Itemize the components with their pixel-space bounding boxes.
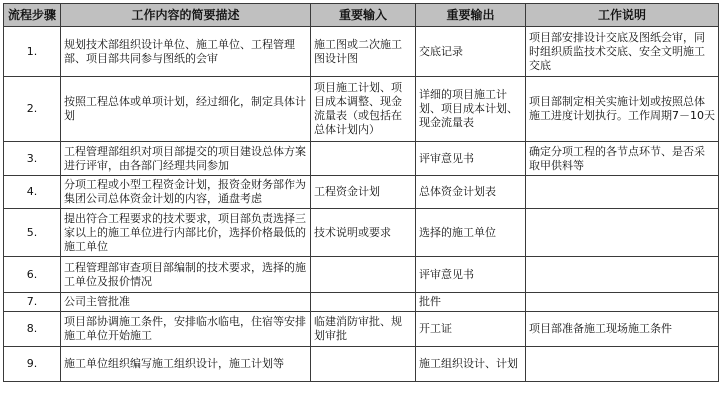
table-row [4,257,719,293]
table-row [4,142,719,176]
header-step: 流程步骤 [4,4,61,27]
row-output: 评审意见书 [416,142,526,176]
table-row [4,293,719,312]
row-input [311,257,416,293]
header-input: 重要输入 [311,4,416,27]
row-step: 5. [4,209,61,257]
row-note [526,257,719,293]
table-row [4,176,719,209]
row-description: 施工单位组织编写施工组织设计，施工计划等 [61,347,311,382]
row-input: 临建消防审批、规划审批 [311,312,416,347]
table-row [4,27,719,77]
process-table [3,3,719,382]
process-table-container [3,3,719,382]
row-description: 提出符合工程要求的技术要求，项目部负责选择三家以上的施工单位进行内部比价，选择价格最低的施工单位 [61,209,311,257]
row-note: 项目部准备施工现场施工条件 [526,312,719,347]
table-row [4,77,719,142]
row-output: 选择的施工单位 [416,209,526,257]
row-output: 批件 [416,293,526,312]
row-note [526,176,719,209]
header-output: 重要输出 [416,4,526,27]
row-description: 公司主管批准 [61,293,311,312]
table-row [4,209,719,257]
row-description: 规划技术部组织设计单位、施工单位、工程管理部、项目部共同参与图纸的会审 [61,27,311,77]
row-note [526,209,719,257]
row-description: 项目部协调施工条件，安排临水临电，住宿等安排施工单位开始施工 [61,312,311,347]
row-input: 技术说明或要求 [311,209,416,257]
row-step: 8. [4,312,61,347]
row-step: 4. [4,176,61,209]
row-note: 项目部安排设计交底及图纸会审，同时组织质监技术交底、安全文明施工交底 [526,27,719,77]
row-step: 2. [4,77,61,142]
table-header-row [4,4,719,27]
row-step: 3. [4,142,61,176]
row-input [311,347,416,382]
row-output: 交底记录 [416,27,526,77]
header-description: 工作内容的简要描述 [61,4,311,27]
row-input [311,293,416,312]
table-row [4,312,719,347]
row-description: 分项工程或小型工程资金计划，报资金财务部作为集团公司总体资金计划的内容，通盘考虑 [61,176,311,209]
row-step: 7. [4,293,61,312]
row-step: 1. [4,27,61,77]
row-output: 总体资金计划表 [416,176,526,209]
row-output: 施工组织设计、计划 [416,347,526,382]
table-row [4,347,719,382]
row-output: 评审意见书 [416,257,526,293]
row-step: 9. [4,347,61,382]
row-description: 工程管理部审查项目部编制的技术要求，选择的施工单位及报价情况 [61,257,311,293]
row-note [526,293,719,312]
row-note: 项目部制定相关实施计划或按照总体施工进度计划执行。工作周期7－10天 [526,77,719,142]
row-input [311,142,416,176]
row-input: 项目施工计划、项目成本调整、现金流量表（或包括在总体计划内） [311,77,416,142]
row-note [526,347,719,382]
row-description: 按照工程总体或单项计划，经过细化，制定具体计划 [61,77,311,142]
row-input: 工程资金计划 [311,176,416,209]
row-input: 施工图或二次施工图设计图 [311,27,416,77]
header-note: 工作说明 [526,4,719,27]
row-step: 6. [4,257,61,293]
row-output: 详细的项目施工计划、项目成本计划、现金流量表 [416,77,526,142]
row-output: 开工证 [416,312,526,347]
row-description: 工程管理部组织对项目部提交的项目建设总体方案进行评审，由各部门经理共同参加 [61,142,311,176]
row-note: 确定分项工程的各节点环节、是否采取甲供料等 [526,142,719,176]
